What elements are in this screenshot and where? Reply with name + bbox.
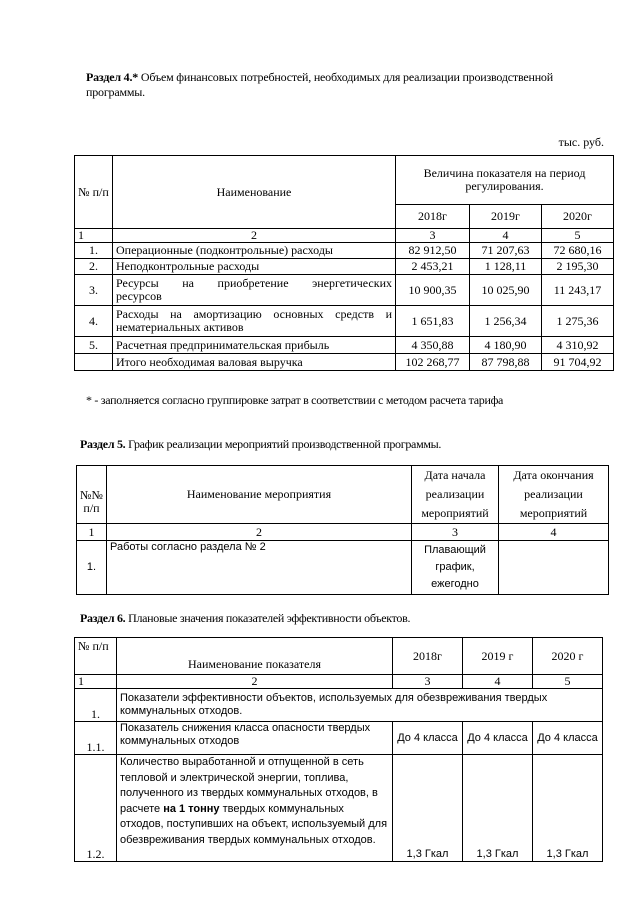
index-row: 1 2 3 4 5 [75,229,614,243]
index-row: 1 2 3 4 [77,524,609,541]
header-name: Наименование мероприятия [107,466,412,524]
header-end: Дата окончания реализации мероприятий [499,466,609,524]
header-year: 2019 г [463,638,533,675]
table-row: 1. Показатели эффективности объектов, используемых для обезвреживания твердых коммунальных отходов. [75,689,603,722]
table-row: 1. Работы согласно раздела № 2 Плавающий график, ежегодно [77,541,609,595]
header-name: Наименование [113,156,396,229]
header-name: Наименование показателя [117,638,393,675]
section5-title-text: График реализации мероприятий производственной программы. [125,437,442,451]
units-label: тыс. руб. [558,135,604,149]
section4-title-bold: Раздел 4.* [86,70,139,84]
table-row: 1.1. Показатель снижения класса опасности твердых коммунальных отходов До 4 класса До 4 класса До 4 класса [75,722,603,755]
section6-title-bold: Раздел 6. [80,611,126,625]
header-year: 2018г [393,638,463,675]
section6-title-text: Плановые значения показателей эффективности объектов. [125,611,411,625]
section5-title [80,437,441,452]
schedule-table [76,465,609,595]
financial-table [74,155,614,371]
efficiency-table [74,637,603,862]
table-row: 2. Неподконтрольные расходы 2 453,21 1 128,11 2 195,30 [75,259,614,275]
header-value-group: Величина показателя на период регулирования. [396,156,614,205]
header-num: № п/п [75,638,117,675]
header-year: 2019г [470,205,542,229]
total-row: Итого необходимая валовая выручка 102 268,77 87 798,88 91 704,92 [75,354,614,371]
table-row: 1.2. Количество выработанной и отпущенной в сеть тепловой и электрической энергии, топлива, полученного из твердых коммунальных отходов, в расчете на 1 тонну твердых коммунальных отходов, поступивших на объект, используемый для обезвреживания твердых коммунальных отходов. 1,3 Гкал 1,3 Гкал 1,3 Гкал [75,755,603,862]
header-year: 2018г [396,205,470,229]
section4-title [86,70,604,100]
table-row: 1. Операционные (подконтрольные) расходы 82 912,50 71 207,63 72 680,16 [75,243,614,259]
header-start: Дата начала реализации мероприятий [412,466,499,524]
header-year: 2020г [542,205,614,229]
index-row: 1 2 3 4 5 [75,675,603,689]
table-row: 3. Ресурсы на приобретение энергетических ресурсов 10 900,35 10 025,90 11 243,17 [75,275,614,306]
header-num: №№ п/п [77,466,107,524]
section4-title-text: Объем финансовых потребностей, необходимых для реализации производственной программы. [86,70,553,99]
table-row: 4. Расходы на амортизацию основных средств и нематериальных активов 1 651,83 1 256,34 1 275,36 [75,306,614,337]
table-row: 5. Расчетная предпринимательская прибыль 4 350,88 4 180,90 4 310,92 [75,337,614,354]
header-num: № п/п [75,156,113,229]
section5-title-bold: Раздел 5. [80,437,126,451]
header-year: 2020 г [533,638,603,675]
section6-title [80,611,410,626]
footnote: * - заполняется согласно группировке затрат в соответствии с методом расчета тарифа [86,393,504,407]
